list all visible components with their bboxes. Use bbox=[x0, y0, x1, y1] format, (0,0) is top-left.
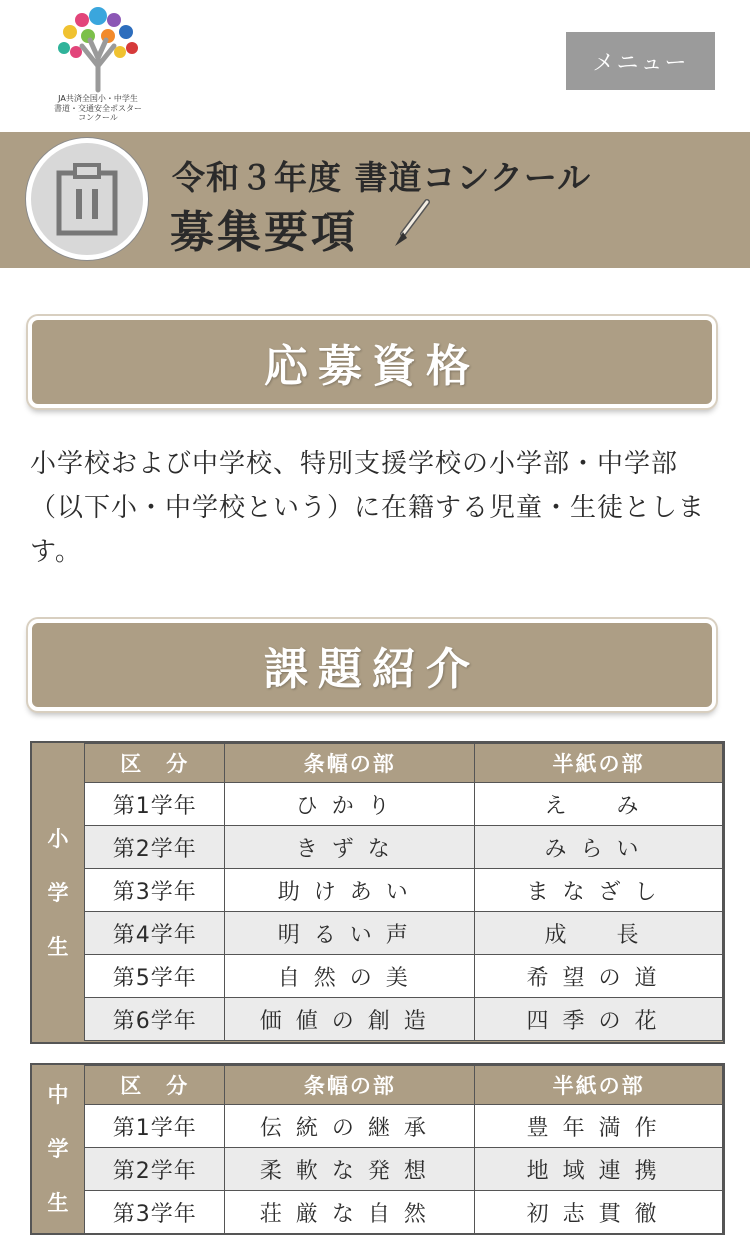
logo-text-line: JA共済全国小・中学生 bbox=[58, 94, 138, 103]
jofuku-topic-cell: 価値の創造 bbox=[225, 998, 475, 1041]
hanshi-topic-cell: 成 長 bbox=[475, 912, 723, 955]
junior-high-table bbox=[84, 1065, 723, 1234]
column-header: 条幅の部 bbox=[225, 744, 475, 783]
table-row bbox=[85, 826, 723, 869]
site-header bbox=[0, 0, 750, 132]
jofuku-topic-cell: 助けあい bbox=[225, 869, 475, 912]
column-header: 区 分 bbox=[85, 744, 225, 783]
table-row bbox=[85, 869, 723, 912]
hanshi-topic-cell: 初志貫徹 bbox=[475, 1191, 723, 1234]
page-banner bbox=[0, 132, 750, 268]
jofuku-topic-cell: 自然の美 bbox=[225, 955, 475, 998]
topics-heading: 課題紹介 bbox=[28, 619, 716, 711]
side-label-char: 生 bbox=[47, 934, 69, 959]
grade-cell: 第1学年 bbox=[85, 783, 225, 826]
clipboard-icon bbox=[26, 138, 148, 260]
table-header-row bbox=[85, 744, 723, 783]
grade-cell: 第6学年 bbox=[85, 998, 225, 1041]
grade-cell: 第2学年 bbox=[85, 826, 225, 869]
side-label-char: 生 bbox=[47, 1191, 69, 1215]
grade-cell: 第2学年 bbox=[85, 1148, 225, 1191]
logo-text-line: 書道・交通安全ポスター bbox=[54, 103, 142, 113]
banner-subtitle: 令和３年度 書道コンクール bbox=[172, 158, 592, 197]
hanshi-topic-cell: 希望の道 bbox=[475, 955, 723, 998]
logo-text bbox=[42, 94, 154, 123]
grade-cell: 第1学年 bbox=[85, 1105, 225, 1148]
page-title: 募集要項 bbox=[170, 207, 358, 258]
jofuku-topic-cell: ひかり bbox=[225, 783, 475, 826]
table-header-row bbox=[85, 1066, 723, 1105]
side-label-char: 小 bbox=[47, 826, 69, 851]
table-row bbox=[85, 998, 723, 1041]
junior-high-topics-table bbox=[30, 1063, 725, 1235]
grade-cell: 第3学年 bbox=[85, 869, 225, 912]
hanshi-topic-cell: え み bbox=[475, 783, 723, 826]
table-row bbox=[85, 1191, 723, 1234]
eligibility-heading: 応募資格 bbox=[28, 316, 716, 408]
side-label-char: 学 bbox=[47, 1137, 69, 1161]
jofuku-topic-cell: きずな bbox=[225, 826, 475, 869]
column-header: 半紙の部 bbox=[475, 1066, 723, 1105]
side-label-char: 中 bbox=[47, 1083, 69, 1107]
column-header: 半紙の部 bbox=[475, 744, 723, 783]
grade-cell: 第5学年 bbox=[85, 955, 225, 998]
hanshi-topic-cell: 地域連携 bbox=[475, 1148, 723, 1191]
hanshi-topic-cell: 四季の花 bbox=[475, 998, 723, 1041]
table-row bbox=[85, 783, 723, 826]
elementary-topics-table bbox=[30, 741, 725, 1044]
column-header: 条幅の部 bbox=[225, 1066, 475, 1105]
grade-cell: 第4学年 bbox=[85, 912, 225, 955]
eligibility-text: 小学校および中学校、特別支援学校の小学部・中学部（以下小・中学校という）に在籍する児童・生徒とします。 bbox=[30, 449, 706, 567]
brush-icon bbox=[389, 198, 433, 250]
hanshi-topic-cell: まなざし bbox=[475, 869, 723, 912]
elementary-side-label bbox=[32, 743, 84, 1042]
side-label-char: 学 bbox=[47, 880, 69, 905]
table-row bbox=[85, 1105, 723, 1148]
hanshi-topic-cell: 豊年満作 bbox=[475, 1105, 723, 1148]
logo-text-line: コンクール bbox=[78, 113, 118, 122]
junior-high-side-label bbox=[32, 1065, 84, 1233]
jofuku-topic-cell: 明るい声 bbox=[225, 912, 475, 955]
table-row bbox=[85, 955, 723, 998]
jofuku-topic-cell: 柔軟な発想 bbox=[225, 1148, 475, 1191]
column-header: 区 分 bbox=[85, 1066, 225, 1105]
table-row bbox=[85, 912, 723, 955]
menu-button[interactable]: メニュー bbox=[566, 32, 715, 90]
tree-logo-icon bbox=[42, 6, 154, 94]
jofuku-topic-cell: 荘厳な自然 bbox=[225, 1191, 475, 1234]
elementary-table bbox=[84, 743, 723, 1041]
table-row bbox=[85, 1148, 723, 1191]
jofuku-topic-cell: 伝統の継承 bbox=[225, 1105, 475, 1148]
grade-cell: 第3学年 bbox=[85, 1191, 225, 1234]
hanshi-topic-cell: みらい bbox=[475, 826, 723, 869]
ja-contest-logo[interactable] bbox=[42, 6, 154, 126]
